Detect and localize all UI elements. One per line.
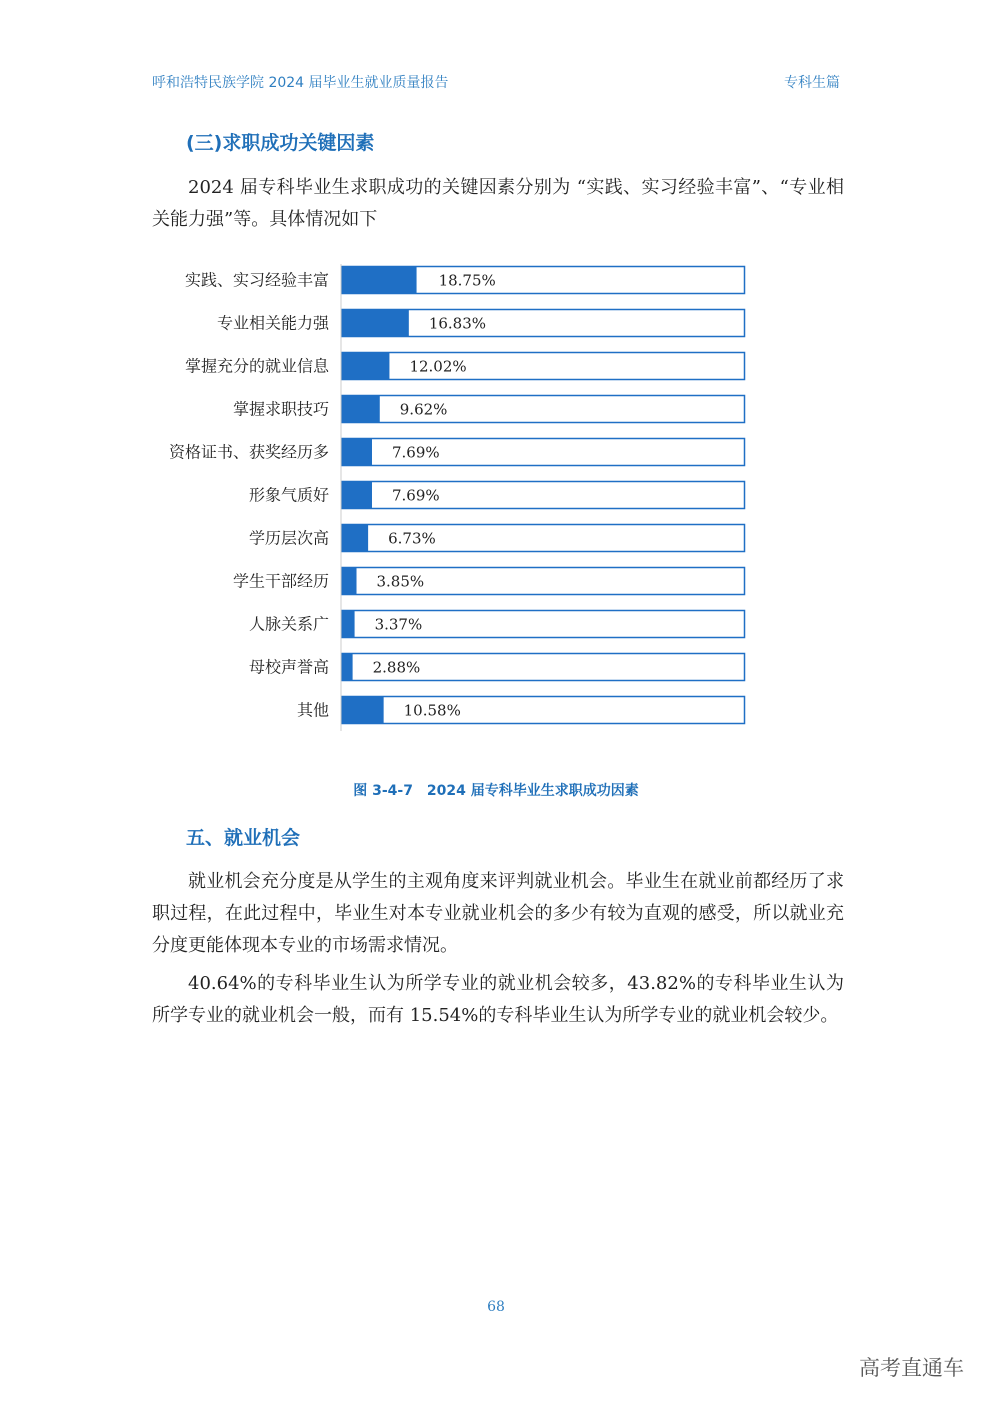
bar (341, 352, 389, 380)
bar-value-label: 7.69% (391, 486, 440, 505)
bar (341, 481, 372, 509)
bar-value-label: 2.88% (372, 658, 421, 677)
bar-value-label: 3.37% (374, 615, 423, 634)
section5-paragraph-1: 就业机会充分度是从学生的主观角度来评判就业机会。毕业生在就业前都经历了求职过程，在此过程中，毕业生对本专业就业机会的多少有较为直观的感受，所以就业充分度更能体现本专业的市场需求情况。 (152, 871, 844, 956)
bar-category-label: 学历层次高 (248, 528, 329, 548)
bar-frame (342, 697, 745, 724)
figure-caption: 图 3-4-7 2024 届专科毕业生求职成功因素 (353, 783, 639, 799)
section5-title: 五、就业机会 (186, 827, 301, 849)
bar (341, 696, 384, 724)
bar (341, 395, 380, 423)
bar-category-label: 形象气质好 (248, 485, 329, 505)
page-number: 68 (487, 1299, 505, 1315)
bar-value-label: 16.83% (428, 314, 487, 333)
bar-value-label: 7.69% (391, 443, 440, 462)
bar-value-label: 10.58% (403, 701, 461, 720)
section5-paragraph-2: 40.64%的专科毕业生认为所学专业的就业机会较多，43.82%的专科毕业生认为所学专业的就业机会一般，而有 15.54%的专科毕业生认为所学专业的就业机会较少。 (152, 973, 844, 1026)
bar-value-label: 3.85% (376, 572, 425, 591)
bar-category-label: 其他 (296, 700, 329, 720)
bar (341, 438, 372, 466)
section-title: (三)求职成功关键因素 (186, 132, 375, 154)
bar (341, 610, 355, 638)
intro-paragraph: 2024 届专科毕业生求职成功的关键因素分别为 “实践、实习经验丰富”、“专业相关能力强”等。具体情况如下 (152, 177, 844, 230)
bar-frame (342, 353, 745, 380)
bar-category-label: 母校声誉高 (248, 657, 329, 677)
bar-value-label: 6.73% (388, 529, 436, 548)
bar (341, 524, 368, 552)
bar-value-label: 18.75% (438, 271, 496, 290)
bar-category-label: 学生干部经历 (232, 571, 329, 591)
bar-category-label: 掌握充分的就业信息 (184, 356, 329, 376)
bar-value-label: 9.62% (399, 400, 448, 419)
report-header-section: 专科生篇 (784, 75, 840, 91)
bar-category-label: 专业相关能力强 (216, 313, 329, 333)
report-header-title: 呼和浩特民族学院 2024 届毕业生就业质量报告 (152, 75, 449, 91)
bar (341, 266, 417, 294)
bar-category-label: 实践、实习经验丰富 (184, 270, 329, 290)
bar (341, 567, 357, 595)
bar (341, 309, 409, 337)
bar (341, 653, 353, 681)
bar-category-label: 资格证书、获奖经历多 (168, 442, 329, 462)
bar-value-label: 12.02% (409, 357, 467, 376)
bar-category-label: 掌握求职技巧 (232, 399, 329, 419)
watermark-text: 高考直通车 (859, 1356, 964, 1380)
bar-category-label: 人脉关系广 (248, 614, 329, 634)
